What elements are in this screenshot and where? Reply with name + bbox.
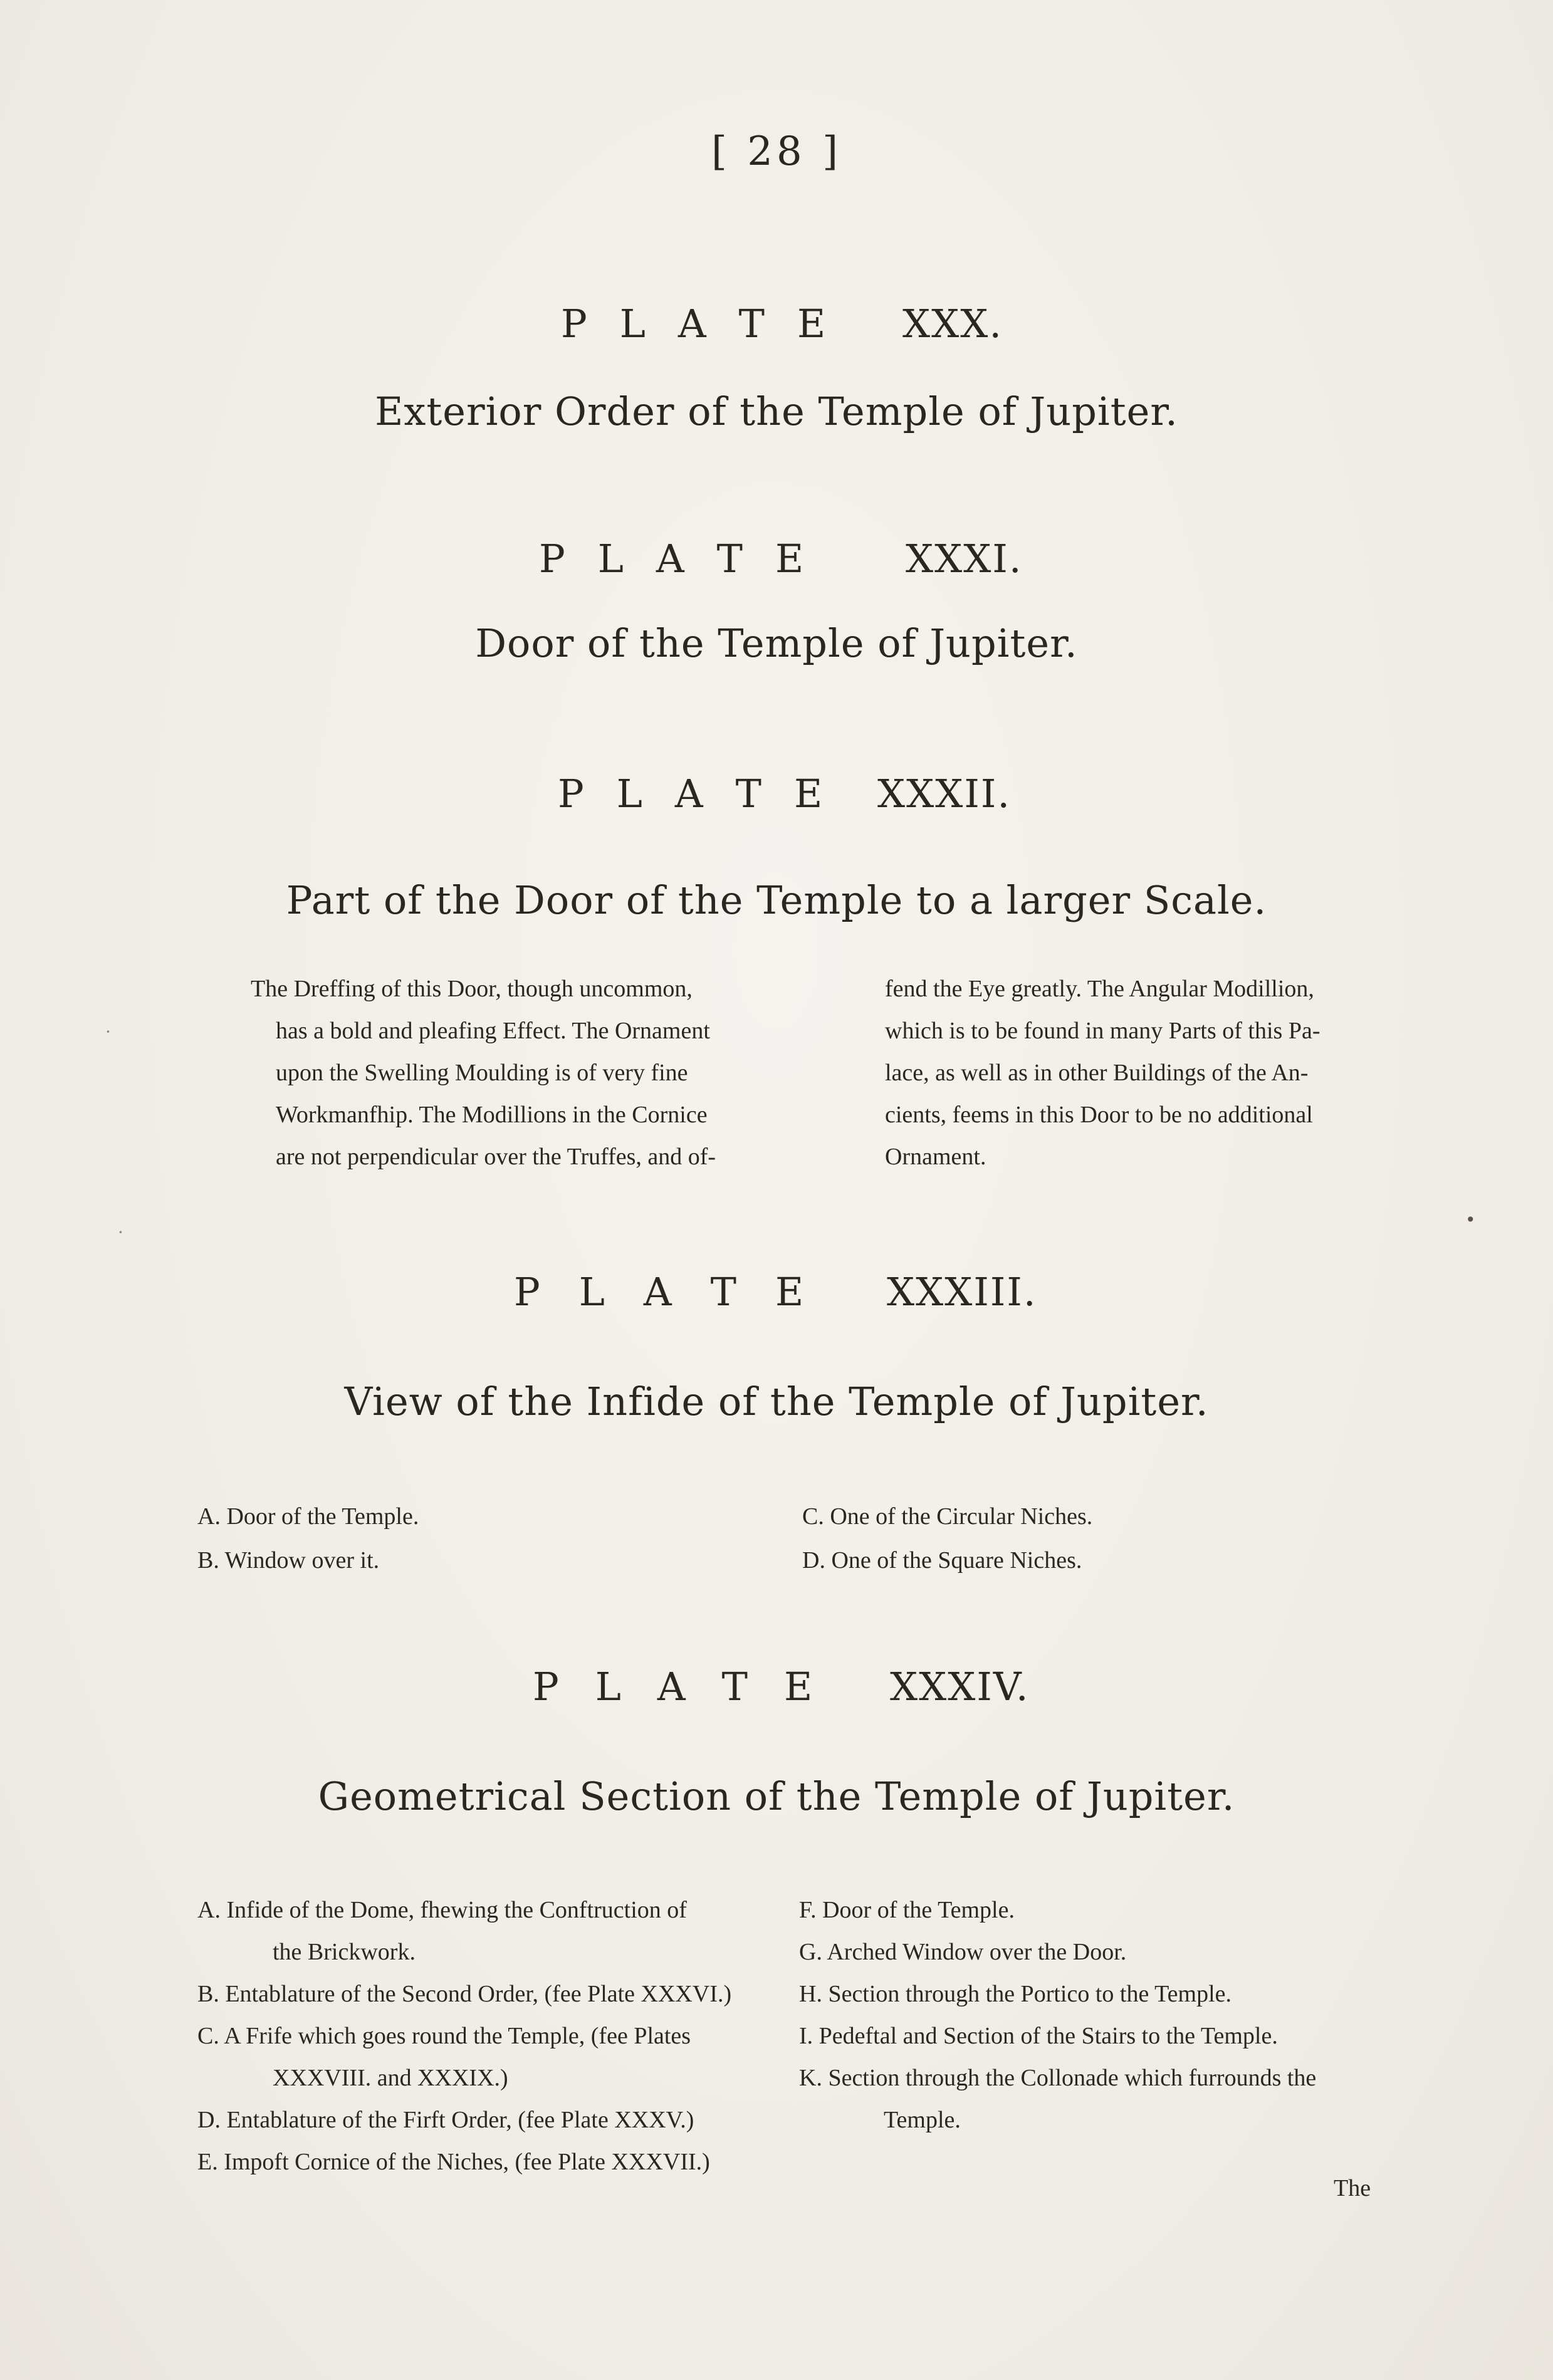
plate-letter: L [595, 1664, 621, 1709]
plate-letter: P [558, 771, 584, 817]
list-item: C. A Frife which goes round the Temple, (fee Plates [197, 2023, 691, 2049]
plate-heading-xxxiv [0, 1657, 1553, 1714]
plate-letter: P [533, 1664, 559, 1709]
plate-letter: L [597, 536, 624, 582]
plate-title: Part of the Door of the Temple to a larger Scale. [286, 877, 1267, 923]
text-line: Ornament. [885, 1144, 986, 1170]
plate-letter: L [619, 301, 646, 347]
plate-title: Door of the Temple of Jupiter. [475, 620, 1078, 666]
key-list-left [197, 1889, 780, 2183]
plate-word [558, 771, 855, 817]
plate-letter: T [721, 1664, 748, 1709]
plate-title: View of the Infide of the Temple of Jupiter. [344, 1379, 1209, 1424]
plate-letter: T [735, 771, 762, 817]
list-item: A. Door of the Temple. [197, 1503, 419, 1530]
plate-word [539, 536, 836, 582]
text-line: has a bold and pleafing Effect. The Ornament [276, 1018, 710, 1044]
description-right-column [885, 968, 1405, 1178]
plate-heading-xxxii [0, 765, 1553, 821]
plate-letter: E [797, 301, 826, 347]
paper-speck: · [118, 1222, 123, 1243]
description-left-column [251, 968, 765, 1178]
plate-letter: T [716, 536, 743, 582]
text-line: are not perpendicular over the Truffes, and of- [276, 1144, 716, 1170]
text-line: fend the Eye greatly. The Angular Modillion, [885, 976, 1314, 1002]
text-line: upon the Swelling Moulding is of very fine [276, 1060, 688, 1086]
plate-word [561, 301, 858, 347]
plate-letter: E [775, 536, 804, 582]
plate-heading-xxxi [0, 530, 1553, 586]
plate-word [514, 1269, 836, 1315]
list-item: G. Arched Window over the Door. [799, 1939, 1127, 1965]
list-item: I. Pedeftal and Section of the Stairs to the Temple. [799, 2023, 1278, 2049]
list-item: XXXVIII. and XXXIX.) [273, 2065, 508, 2091]
text-line: cients, feems in this Door to be no additional [885, 1102, 1313, 1128]
list-item: K. Section through the Collonade which furrounds the [799, 2065, 1317, 2091]
plate-letter: L [578, 1269, 605, 1315]
catchword: The [1334, 2175, 1371, 2201]
list-item: B. Window over it. [197, 1547, 380, 1574]
plate-letter: P [561, 301, 587, 347]
plate-title: Geometrical Section of the Temple of Jupiter. [318, 1773, 1235, 1819]
list-item: D. Entablature of the Firft Order, (fee Plate XXXV.) [197, 2107, 694, 2133]
list-item: the Brickwork. [273, 1939, 416, 1965]
key-list-left [197, 1495, 761, 1582]
plate-letter: A [674, 771, 703, 817]
plate-letter: P [514, 1269, 540, 1315]
text-line: which is to be found in many Parts of this Pa- [885, 1018, 1320, 1044]
text-line: Workmanfhip. The Modillions in the Cornice [276, 1102, 708, 1128]
list-item: A. Infide of the Dome, fhewing the Conftruction of [197, 1897, 687, 1923]
text-line: lace, as well as in other Buildings of the An- [885, 1060, 1309, 1086]
paper-speck: • [1465, 1209, 1476, 1230]
plate-title: Exterior Order of the Temple of Jupiter. [375, 389, 1178, 434]
plate-number: XXXIV. [890, 1664, 1030, 1709]
plate-letter: T [710, 1269, 737, 1315]
plate-heading-xxx [0, 295, 1553, 351]
plate-word [533, 1664, 845, 1709]
plate-letter: L [616, 771, 642, 817]
text-line: The Dreffing of this Door, though uncommon, [251, 976, 693, 1002]
paper-speck: · [105, 1021, 111, 1042]
plate-letter: P [539, 536, 565, 582]
key-list-right [799, 1889, 1388, 2141]
plate-number: XXX. [902, 301, 1003, 347]
list-item: C. One of the Circular Niches. [802, 1503, 1093, 1530]
plate-letter: A [643, 1269, 672, 1315]
plate-letter: E [784, 1664, 813, 1709]
list-item: B. Entablature of the Second Order, (fee Plate XXXVI.) [197, 1981, 732, 2007]
plate-number: XXXI. [906, 536, 1023, 582]
page-number: [ 28 ] [711, 128, 842, 175]
list-item: D. One of the Square Niches. [802, 1547, 1082, 1574]
list-item: F. Door of the Temple. [799, 1897, 1015, 1923]
plate-letter: T [738, 301, 765, 347]
list-item: Temple. [884, 2107, 961, 2133]
plate-number: XXXII. [877, 771, 1012, 817]
plate-letter: E [794, 771, 823, 817]
list-item: H. Section through the Portico to the Temple. [799, 1981, 1232, 2007]
plate-heading-xxxiii [0, 1263, 1553, 1319]
plate-letter: A [677, 301, 706, 347]
plate-letter: A [656, 536, 684, 582]
plate-number: XXXIII. [887, 1269, 1037, 1315]
plate-letter: E [775, 1269, 804, 1315]
key-list-right [802, 1495, 1366, 1582]
list-item: E. Impoft Cornice of the Niches, (fee Plate XXXVII.) [197, 2149, 710, 2175]
plate-letter: A [657, 1664, 686, 1709]
